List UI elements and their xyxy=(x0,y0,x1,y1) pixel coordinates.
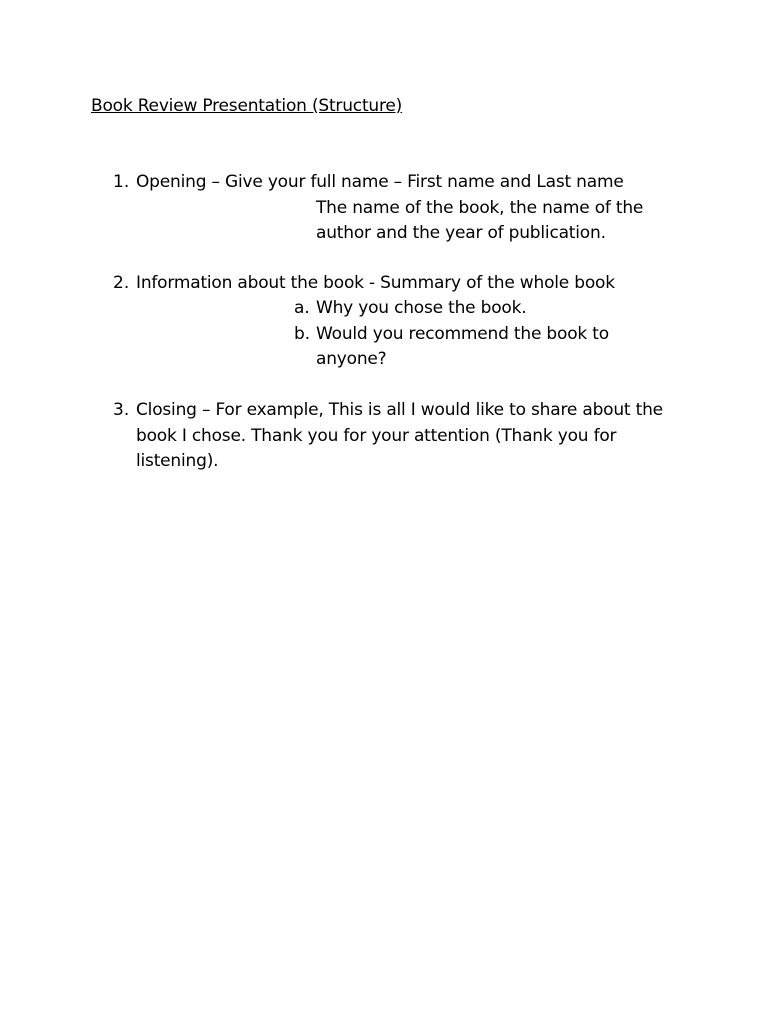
list-number-1: 1. xyxy=(113,172,130,192)
item-1-line-2: The name of the book, the name of the xyxy=(316,198,644,218)
item-1-line-3: author and the year of publication. xyxy=(316,223,606,243)
list-number-2: 2. xyxy=(113,273,130,293)
document-title: Book Review Presentation (Structure) xyxy=(91,96,403,116)
subitem-b-line-1: Would you recommend the book to xyxy=(316,324,609,344)
item-3-line-3: listening). xyxy=(136,451,219,471)
subitem-a-line-1: Why you chose the book. xyxy=(316,298,527,318)
item-2-line-1: Information about the book - Summary of the whole book xyxy=(136,273,615,293)
item-3-line-2: book I chose. Thank you for your attention (Thank you for xyxy=(136,426,617,446)
item-1-line-1: Opening – Give your full name – First name and Last name xyxy=(136,172,624,192)
item-3-line-1: Closing – For example, This is all I would like to share about the xyxy=(136,400,663,420)
sublist-letter-b: b. xyxy=(294,324,311,344)
sublist-letter-a: a. xyxy=(294,298,310,318)
subitem-b-line-2: anyone? xyxy=(316,349,387,369)
list-number-3: 3. xyxy=(113,400,130,420)
